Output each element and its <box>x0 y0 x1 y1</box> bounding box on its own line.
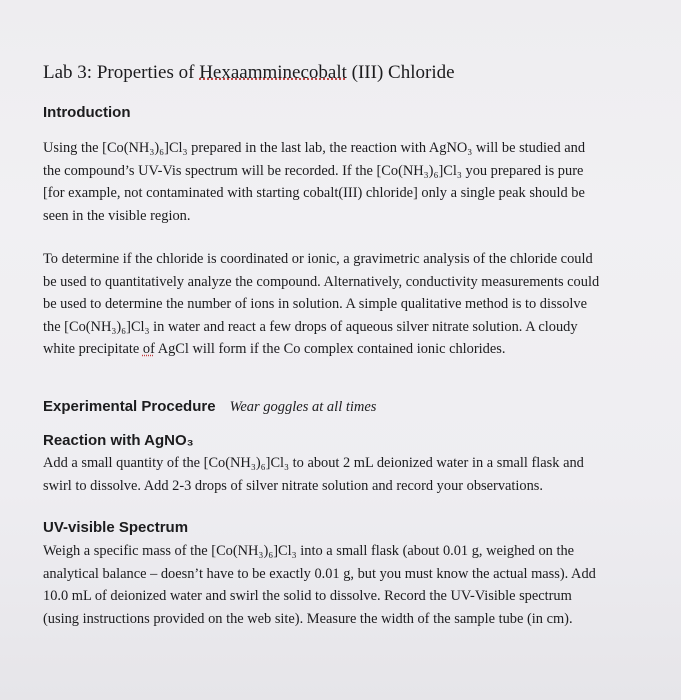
line-fragment: white precipitate <box>43 341 143 358</box>
paragraph-line: analytical balance – doesn’t have to be exactly 0.01 g, but you must know the actual mass). Add <box>43 565 596 582</box>
paragraph-line: [for example, not contaminated with starting cobalt(III) chloride] only a single peak should be <box>43 185 585 202</box>
experimental-procedure-heading <box>43 398 376 416</box>
paragraph-line: the compound’s UV-Vis spectrum will be recorded. If the [Co(NH₃)₆]Cl₃ you prepared is pure <box>43 162 584 179</box>
title-prefix: Lab 3: Properties of <box>43 62 200 83</box>
page-title <box>43 62 455 84</box>
title-compound: Hexaamminecobalt <box>199 62 347 83</box>
paragraph-line: be used to determine the number of ions in solution. A simple qualitative method is to dissolve <box>43 296 587 313</box>
spellcheck-word: of <box>142 341 155 358</box>
paragraph-line: swirl to dissolve. Add 2-3 drops of silver nitrate solution and record your observations. <box>43 477 543 494</box>
reaction-paragraph <box>43 452 653 497</box>
title-suffix: (III) Chloride <box>346 62 455 83</box>
paragraph-line: be used to quantitatively analyze the compound. Alternatively, conductivity measurements could <box>43 273 600 290</box>
introduction-heading: Introduction <box>43 104 131 121</box>
procedure-heading-text: Experimental Procedure <box>43 398 216 415</box>
uv-visible-paragraph <box>43 540 653 630</box>
paragraph-line: To determine if the chloride is coordinated or ionic, a gravimetric analysis of the chloride could <box>43 251 593 267</box>
paragraph-line: Add a small quantity of the [Co(NH₃)₆]Cl₃ to about 2 mL deionized water in a small flask and <box>43 455 584 471</box>
paragraph-line: the [Co(NH₃)₆]Cl₃ in water and react a few drops of aqueous silver nitrate solution. A cloudy <box>43 318 578 335</box>
line-fragment: AgCl will form if the Co complex contained ionic chlorides. <box>154 341 506 358</box>
safety-note: Wear goggles at all times <box>229 399 377 415</box>
introduction-paragraph-1 <box>43 137 653 227</box>
paragraph-line: (using instructions provided on the web site). Measure the width of the sample tube (in cm). <box>43 610 573 627</box>
paragraph-line <box>43 338 653 361</box>
paragraph-line: seen in the visible region. <box>43 207 191 224</box>
paragraph-line: Using the [Co(NH₃)₆]Cl₃ prepared in the last lab, the reaction with AgNO₃ will be studied and <box>43 140 586 156</box>
introduction-paragraph-2 <box>43 248 653 361</box>
reaction-heading: Reaction with AgNO₃ <box>43 432 194 449</box>
paragraph-line: 10.0 mL of deionized water and swirl the solid to dissolve. Record the UV-Visible spectrum <box>43 588 572 605</box>
paragraph-line: Weigh a specific mass of the [Co(NH₃)₆]Cl₃ into a small flask (about 0.01 g, weighed on the <box>43 543 575 559</box>
uv-visible-heading: UV-visible Spectrum <box>43 519 189 536</box>
